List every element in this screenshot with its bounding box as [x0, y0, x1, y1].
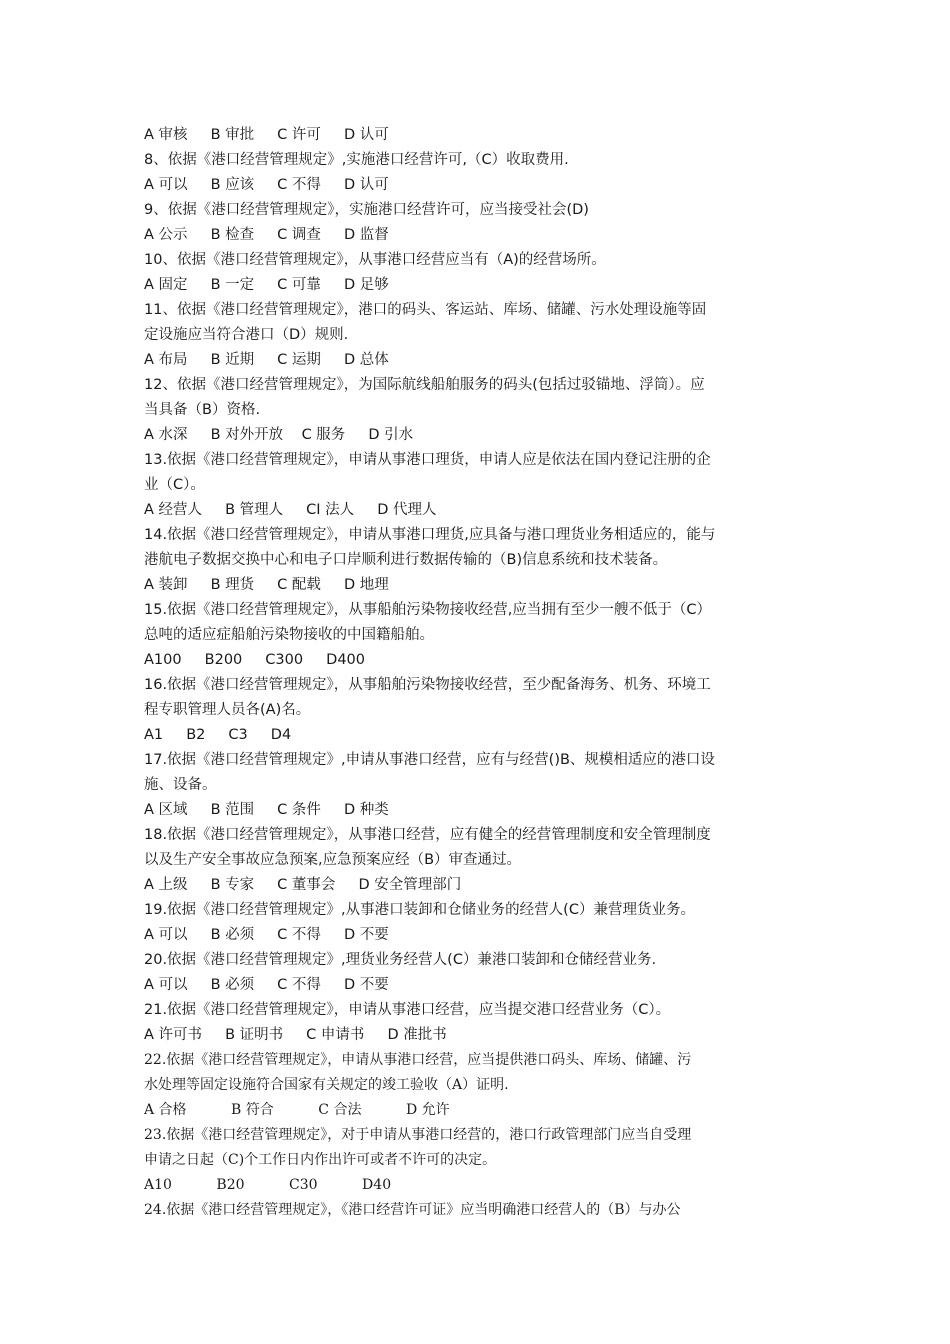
text-line: A 布局 B 近期 C 运期 D 总体 [144, 352, 389, 368]
text-line: 14.依据《港口经营管理规定》，申请从事港口理货,应具备与港口理货业务相适应的，能与 [144, 527, 716, 543]
text-line: A 水深 B 对外开放 C 服务 D 引水 [144, 427, 414, 443]
text-line: 20.依据《港口经营管理规定》,理货业务经营人(C）兼港口装卸和仓储经营业务. [144, 952, 657, 968]
text-line: A 装卸 B 理货 C 配载 D 地理 [144, 577, 389, 593]
text-line: A 可以 B 应该 C 不得 D 认可 [144, 177, 389, 193]
text-line: A 许可书 B 证明书 C 申请书 D 准批书 [144, 1027, 447, 1043]
text-line: 10、依据《港口经营管理规定》，从事港口经营应当有（A)的经营场所。 [144, 252, 606, 268]
text-line: 水处理等固定设施符合国家有关规定的竣工验收（A）证明. [144, 1077, 509, 1093]
text-line: 18.依据《港口经营管理规定》，从事港口经营，应有健全的经营管理制度和安全管理制度 [144, 827, 711, 843]
text-line: 22.依据《港口经营管理规定》，申请从事港口经营，应当提供港口码头、库场、储罐、污 [144, 1052, 692, 1068]
text-line: 23.依据《港口经营管理规定》，对于申请从事港口经营的，港口行政管理部门应当自受理 [144, 1127, 692, 1143]
text-line: 业（C）。 [144, 477, 205, 493]
text-line: 申请之日起（C)个工作日内作出许可或者不许可的决定。 [144, 1152, 497, 1168]
text-line: 16.依据《港口经营管理规定》，从事船舶污染物接收经营，至少配备海务、机务、环境工 [144, 677, 711, 693]
text-line: A 合格 B 符合 C 合法 D 允许 [144, 1102, 450, 1118]
text-line: 8、依据《港口经营管理规定》,实施港口经营许可,（C）收取费用. [144, 152, 569, 168]
text-line: 港航电子数据交换中心和电子口岸顺利进行数据传输的（B)信息系统和技术装备。 [144, 552, 668, 568]
text-line: 施、设备。 [144, 777, 217, 793]
text-line: 以及生产安全事故应急预案,应急预案应经（B）审查通过。 [144, 852, 522, 868]
text-line: 11、依据《港口经营管理规定》，港口的码头、客运站、库场、储罐、污水处理设施等固 [144, 302, 707, 318]
text-line: A 固定 B 一定 C 可靠 D 足够 [144, 277, 389, 293]
text-line: A 可以 B 必须 C 不得 D 不要 [144, 927, 389, 943]
text-line: A 可以 B 必须 C 不得 D 不要 [144, 977, 389, 993]
text-line: 定设施应当符合港口（D）规则. [144, 327, 349, 343]
text-line: A 经营人 B 管理人 CI 法人 D 代理人 [144, 502, 437, 518]
text-line: 19.依据《港口经营管理规定》,从事港口装卸和仓储业务的经营人(C）兼营理货业务。 [144, 902, 695, 918]
text-line: A 上级 B 专家 C 董事会 D 安全管理部门 [144, 877, 462, 893]
text-line: 13.依据《港口经营管理规定》，申请从事港口理货，申请人应是依法在国内登记注册的企 [144, 452, 711, 468]
text-line: A 公示 B 检查 C 调查 D 监督 [144, 227, 389, 243]
text-line: A1 B2 C3 D4 [144, 727, 292, 743]
text-line: A10 B20 C30 D40 [144, 1177, 392, 1193]
text-line: 程专职管理人员各(A)名。 [144, 702, 311, 718]
text-line: 21.依据《港口经营管理规定》，申请从事港口经营，应当提交港口经营业务（C）。 [144, 1002, 671, 1018]
text-line: 12、依据《港口经营管理规定》，为国际航线船舶服务的码头(包括过驳锚地、浮筒）。应 [144, 377, 705, 393]
text-line: A100 B200 C300 D400 [144, 652, 365, 668]
text-line: 15.依据《港口经营管理规定》，从事船舶污染物接收经营,应当拥有至少一艘不低于（C） [144, 602, 712, 618]
text-line: A 区域 B 范围 C 条件 D 种类 [144, 802, 389, 818]
text-line: 当具备（B）资格. [144, 402, 261, 418]
text-line: 9、依据《港口经营管理规定》，实施港口经营许可，应当接受社会(D) [144, 202, 589, 218]
text-line: 总吨的适应症船舶污染物接收的中国籍船舶。 [144, 627, 434, 643]
text-line: 24.依据《港口经营管理规定》，《港口经营许可证》应当明确港口经营人的（B）与办公 [144, 1202, 681, 1218]
text-line: 17.依据《港口经营管理规定》,申请从事港口经营，应有与经营()B、规模相适应的港口设 [144, 752, 715, 768]
text-line: A 审核 B 审批 C 许可 D 认可 [144, 127, 389, 143]
